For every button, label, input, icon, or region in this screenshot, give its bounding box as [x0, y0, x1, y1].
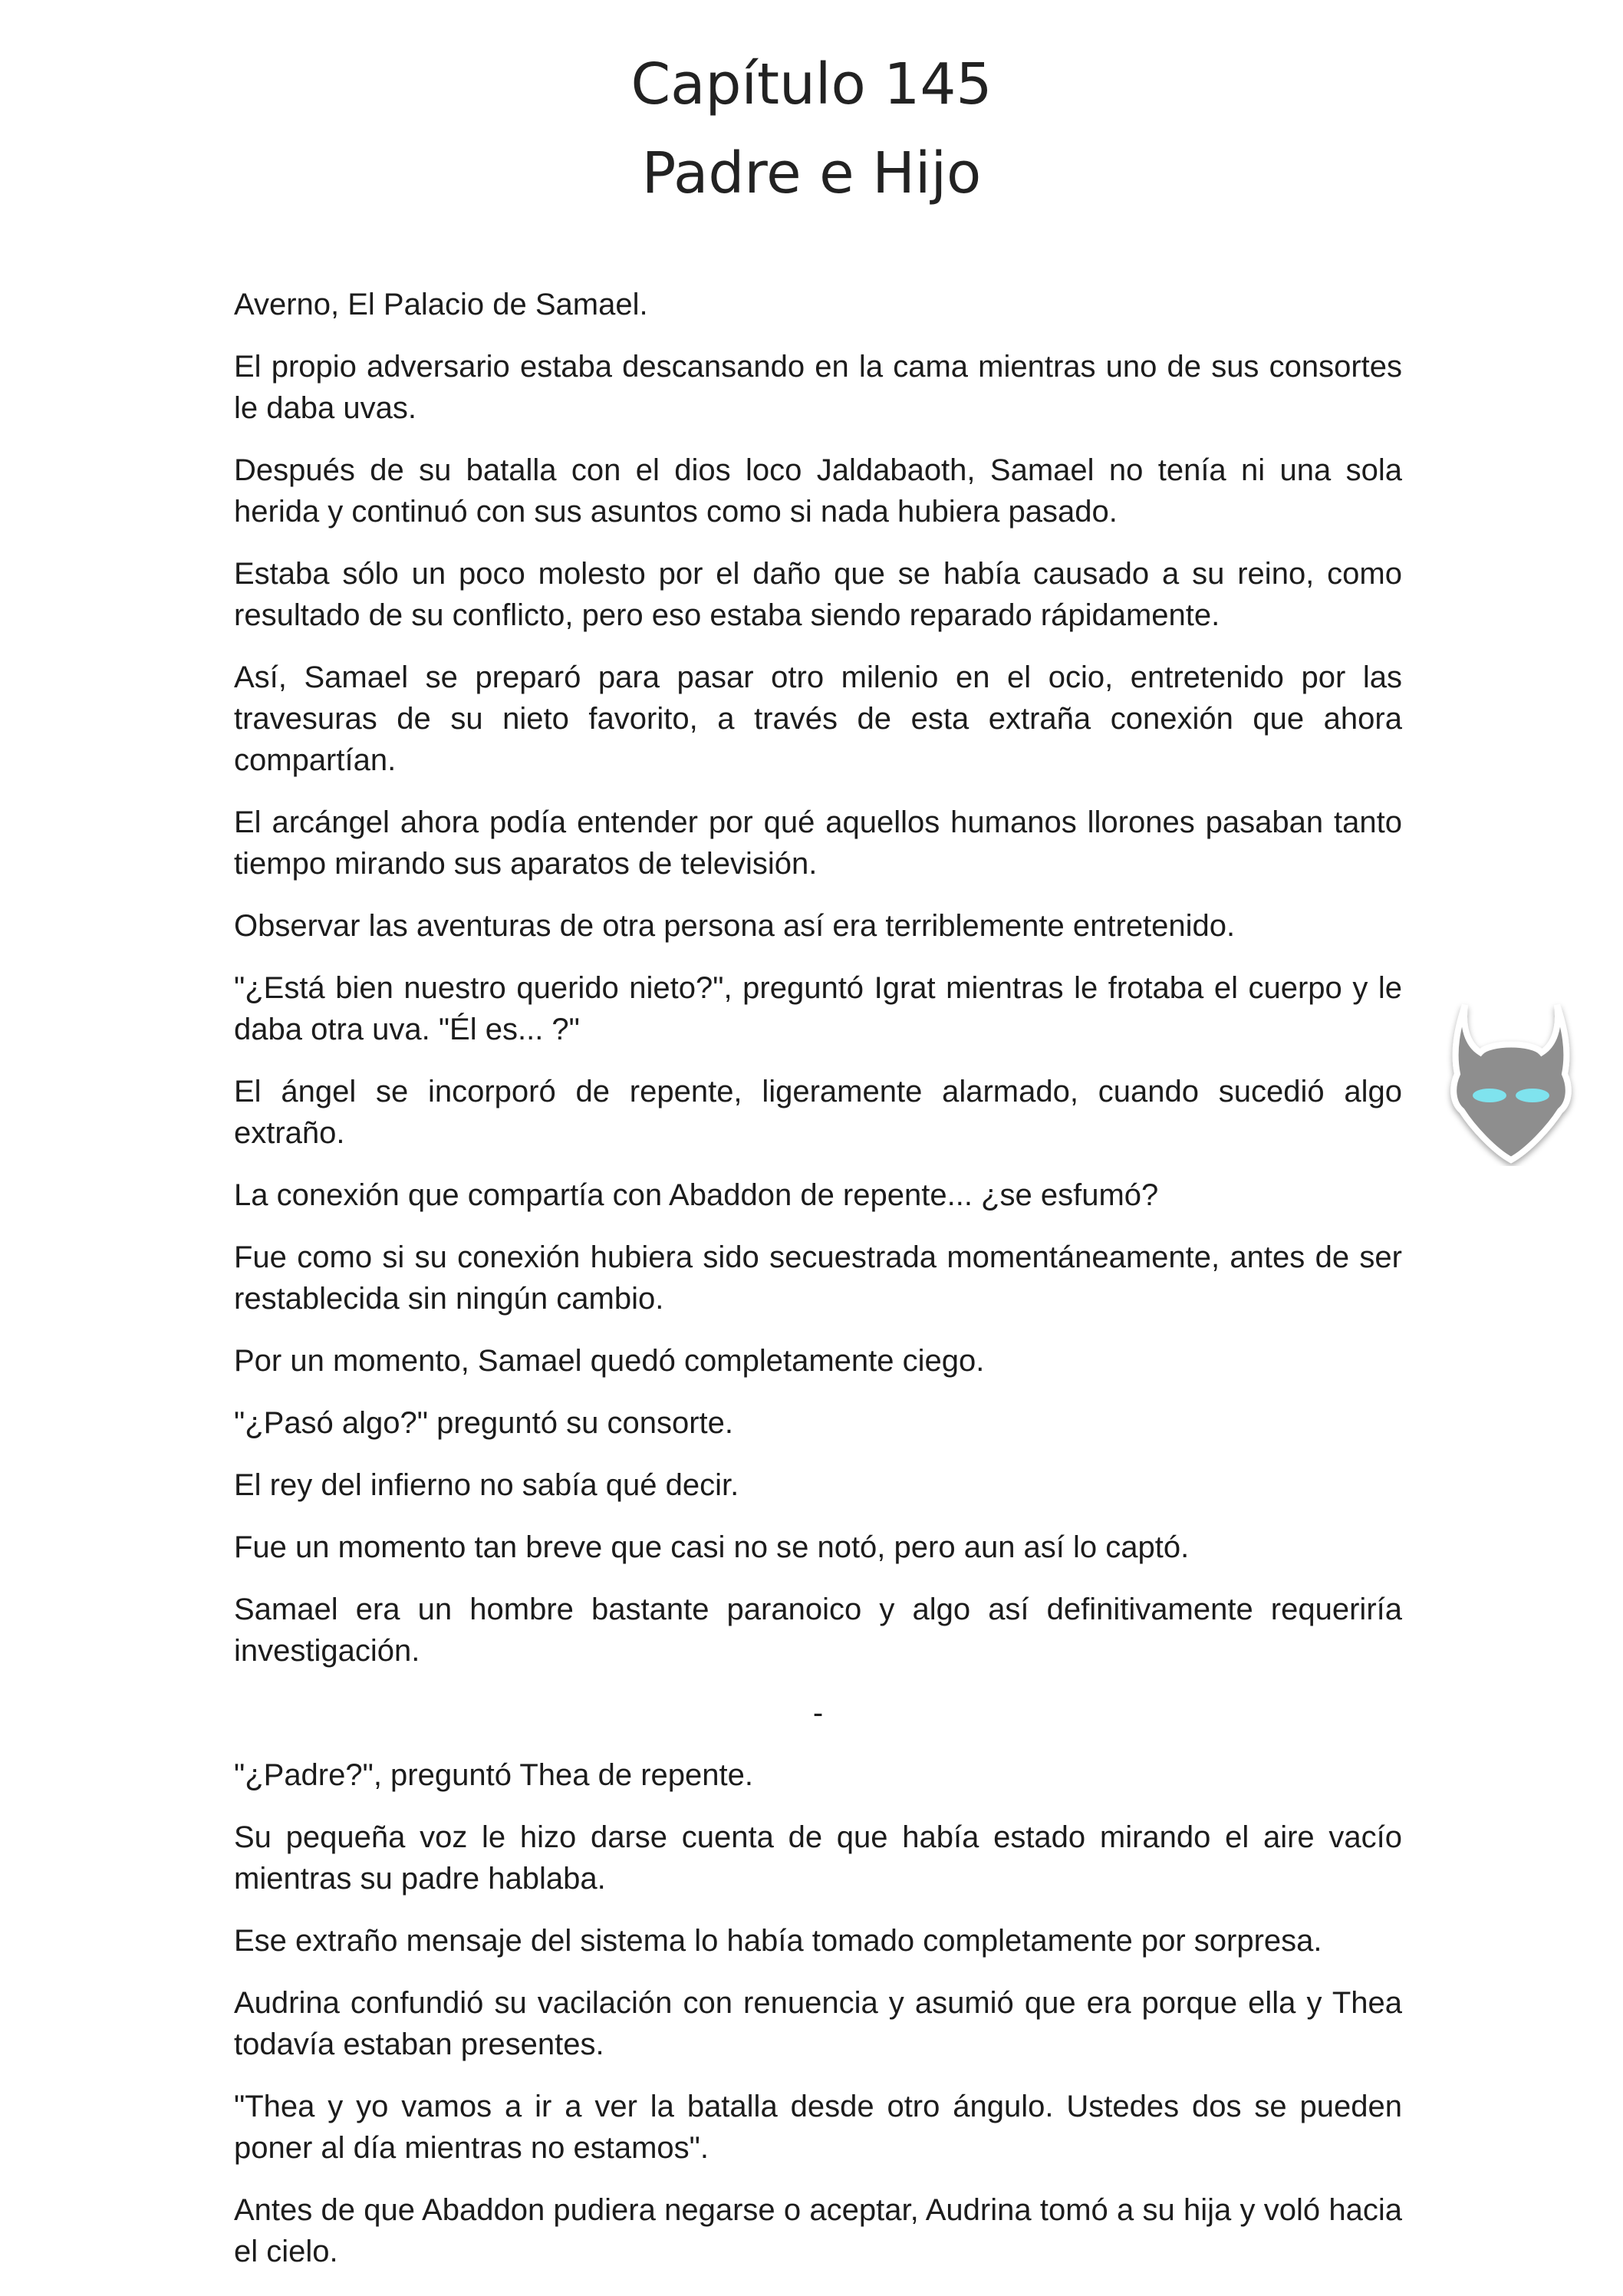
- paragraph: Observar las aventuras de otra persona así era terriblemente entretenido.: [234, 909, 1236, 943]
- paragraph: Samael era un hombre bastante paranoico y algo así definitivamente requeriría investigación.: [234, 1593, 1402, 1668]
- paragraph: "¿Pasó algo?" preguntó su consorte.: [234, 1406, 734, 1440]
- paragraph: El ángel se incorporó de repente, ligeramente alarmado, cuando sucedió algo extraño.: [234, 1075, 1402, 1150]
- chapter-body: [234, 284, 1402, 2293]
- paragraph: El propio adversario estaba descansando en la cama mientras uno de sus consortes le daba uvas.: [234, 350, 1402, 425]
- paragraph: Su pequeña voz le hizo darse cuenta de que había estado mirando el aire vacío mientras su padre hablaba.: [234, 1820, 1402, 1896]
- paragraph: Antes de que Abaddon pudiera negarse o aceptar, Audrina tomó a su hija y voló hacia el cielo.: [234, 2193, 1402, 2268]
- paragraph: "Thea y yo vamos a ir a ver la batalla desde otro ángulo. Ustedes dos se pueden poner al día mientras no estamos".: [234, 2090, 1402, 2165]
- paragraph: Estaba sólo un poco molesto por el daño que se había causado a su reino, como resultado de su conflicto, pero eso estaba siendo reparado rápidamente.: [234, 557, 1402, 632]
- paragraph: Por un momento, Samael quedó completamente ciego.: [234, 1344, 985, 1378]
- chapter-number: Capítulo 145: [630, 51, 993, 117]
- chapter-title: Padre e Hijo: [641, 140, 982, 206]
- paragraph: "¿Padre?", preguntó Thea de repente.: [234, 1758, 754, 1792]
- paragraph: El rey del infierno no sabía qué decir.: [234, 1468, 739, 1502]
- paragraph: Averno, El Palacio de Samael.: [234, 288, 648, 321]
- paragraph: Audrina confundió su vacilación con renuencia y asumió que era porque ella y Thea todavía estaban presentes.: [234, 1986, 1402, 2061]
- paragraph: "¿Está bien nuestro querido nieto?", preguntó Igrat mientras le frotaba el cuerpo y le daba otra uva. "Él es... ?": [234, 971, 1402, 1046]
- chapter-header: [0, 40, 1623, 218]
- paragraph: Fue como si su conexión hubiera sido secuestrada momentáneamente, antes de ser restablecida sin ningún cambio.: [234, 1240, 1402, 1316]
- paragraph: La conexión que compartía con Abaddon de repente... ¿se esfumó?: [234, 1178, 1159, 1212]
- logo-eye-right: [1516, 1089, 1549, 1102]
- logo-head-shape: [1453, 1005, 1569, 1160]
- paragraph: Ese extraño mensaje del sistema lo había tomado completamente por sorpresa.: [234, 1924, 1322, 1958]
- paragraph: Fue un momento tan breve que casi no se notó, pero aun así lo captó.: [234, 1530, 1190, 1564]
- paragraph: Así, Samael se preparó para pasar otro milenio en el ocio, entretenido por las travesuras de su nieto favorito, a través de esta extraña conexión que ahora compartían.: [234, 660, 1402, 777]
- logo-eye-left: [1473, 1089, 1506, 1102]
- paragraph: El arcángel ahora podía entender por qué aquellos humanos llorones pasaban tanto tiempo mirando sus aparatos de televisión.: [234, 805, 1402, 881]
- demon-head-logo-icon: [1442, 997, 1580, 1166]
- paragraph: Después de su batalla con el dios loco Jaldabaoth, Samael no tenía ni una sola herida y continuó con sus asuntos como si nada hubiera pasado.: [234, 453, 1402, 529]
- scene-separator: -: [812, 1696, 824, 1730]
